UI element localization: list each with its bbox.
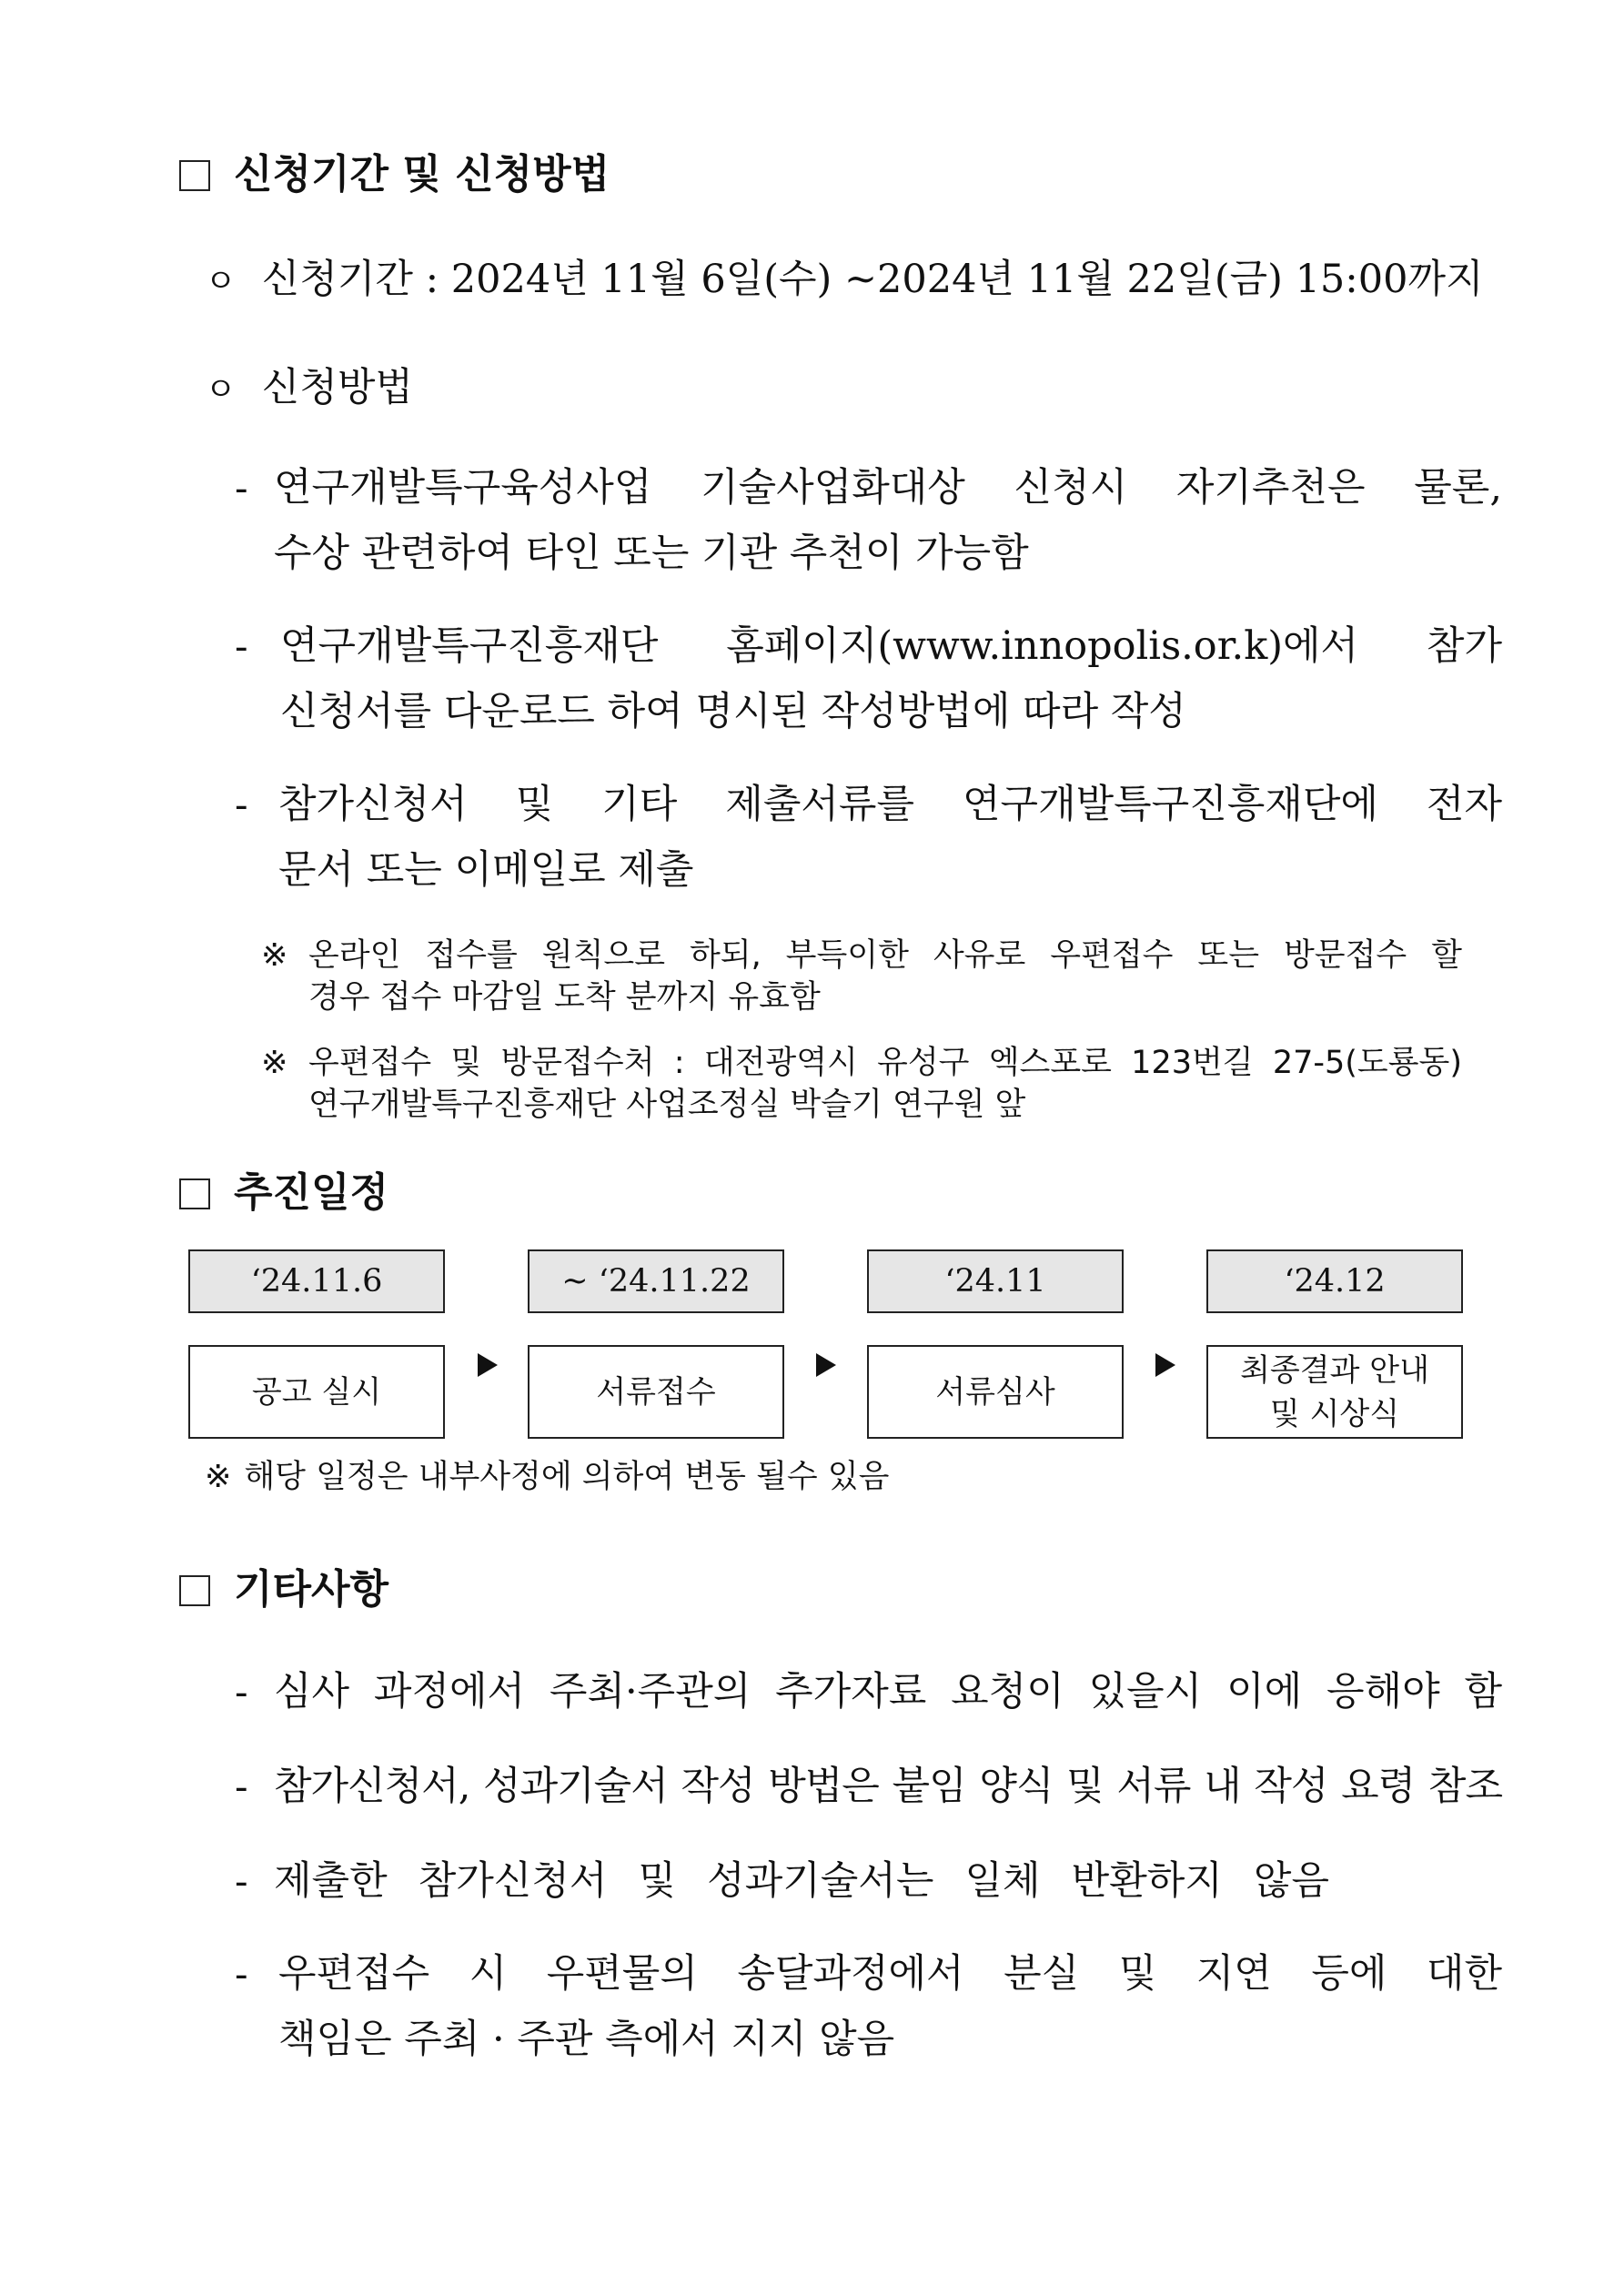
note-line: 경우 접수 마감일 도착 분까지 유효함 bbox=[308, 979, 821, 1016]
dash-mark: - bbox=[235, 1670, 248, 1715]
dash-mark: - bbox=[235, 1952, 248, 1998]
step-label: 서류접수 bbox=[596, 1373, 716, 1411]
arrow-right-icon bbox=[478, 1353, 498, 1377]
step-label: 최종결과 안내 bbox=[1240, 1351, 1429, 1389]
section-heading-schedule bbox=[179, 1168, 388, 1219]
schedule-step-2 bbox=[528, 1345, 784, 1439]
schedule-step-1 bbox=[188, 1345, 445, 1439]
item-line: 우편접수 시 우편물의 송달과정에서 분실 및 지연 등에 대한 bbox=[278, 1951, 1502, 1997]
dash-mark: - bbox=[235, 466, 248, 511]
item-line: 제출한 참가신청서 및 성과기술서는 일체 반환하지 않음 bbox=[274, 1858, 1329, 1904]
note-online bbox=[261, 935, 1462, 1018]
note-line: 온라인 접수를 원칙으로 하되, 부득이한 사유로 우편접수 또는 방문접수 할 bbox=[308, 937, 1462, 974]
bullet-circle: ㅇ bbox=[205, 263, 237, 300]
checkbox-square-icon bbox=[179, 1178, 210, 1209]
item-line: 심사 과정에서 주최·주관의 추가자료 요청이 있을시 이에 응해야 함 bbox=[274, 1669, 1502, 1714]
step-label: 및 시상식 bbox=[1269, 1395, 1400, 1432]
section-heading-application bbox=[179, 149, 610, 200]
schedule-step-4 bbox=[1206, 1345, 1463, 1439]
item-line: 문서 또는 이메일로 제출 bbox=[278, 847, 694, 893]
period-text: 신청기간 : 2024년 11월 6일(수) ~2024년 11월 22일(금) 15:00까지 bbox=[261, 257, 1484, 302]
item-line: 참가신청서, 성과기술서 작성 방법은 붙임 양식 및 서류 내 작성 요령 참조 bbox=[274, 1764, 1502, 1809]
item-line: 신청서를 다운로드 하여 명시된 작성방법에 따라 작성 bbox=[280, 689, 1186, 734]
schedule-date-3: ‘24.11 bbox=[867, 1249, 1124, 1313]
note-line: 우편접수 및 방문접수처 : 대전광역시 유성구 엑스포로 123번길 27-5(도룡동) bbox=[308, 1045, 1462, 1081]
dash-mark: - bbox=[235, 1765, 248, 1810]
item-line: 참가신청서 및 기타 제출서류를 연구개발특구진흥재단에 전자 bbox=[278, 782, 1502, 827]
item-line: 수상 관련하여 타인 또는 기관 추천이 가능함 bbox=[274, 531, 1029, 576]
schedule-step-3 bbox=[867, 1345, 1124, 1439]
arrow-right-icon bbox=[1155, 1353, 1175, 1377]
schedule-note bbox=[205, 1456, 889, 1498]
method-line bbox=[205, 361, 413, 417]
item-line: 연구개발특구육성사업 기술사업화대상 신청시 자기추천은 물론, bbox=[274, 465, 1502, 511]
schedule-date-4: ‘24.12 bbox=[1206, 1249, 1463, 1313]
reference-mark: ※ bbox=[205, 1459, 232, 1495]
bullet-circle: ㅇ bbox=[205, 371, 237, 409]
section-heading-text: 신청기간 및 신청방법 bbox=[234, 151, 610, 197]
schedule-date-1: ‘24.11.6 bbox=[188, 1249, 445, 1313]
item-line: 책임은 주최 · 주관 측에서 지지 않음 bbox=[278, 2017, 895, 2062]
schedule-note-text: 해당 일정은 내부사정에 의하여 변동 될수 있음 bbox=[244, 1459, 890, 1495]
reference-mark: ※ bbox=[261, 1045, 288, 1081]
schedule-date-2: ~ ‘24.11.22 bbox=[528, 1249, 784, 1313]
dash-mark: - bbox=[235, 624, 248, 670]
checkbox-square-icon bbox=[179, 160, 210, 191]
dash-mark: - bbox=[235, 1859, 248, 1905]
dash-mark: - bbox=[235, 783, 248, 828]
note-line: 연구개발특구진흥재단 사업조정실 박슬기 연구원 앞 bbox=[308, 1087, 1026, 1123]
note-address bbox=[261, 1042, 1462, 1126]
step-label: 공고 실시 bbox=[251, 1373, 382, 1411]
section-heading-etc bbox=[179, 1564, 388, 1615]
step-label: 서류심사 bbox=[935, 1373, 1055, 1411]
checkbox-square-icon bbox=[179, 1575, 210, 1606]
method-text: 신청방법 bbox=[261, 365, 413, 410]
section-heading-text: 추진일정 bbox=[234, 1169, 389, 1216]
arrow-right-icon bbox=[816, 1353, 836, 1377]
reference-mark: ※ bbox=[261, 937, 288, 974]
section-heading-text: 기타사항 bbox=[234, 1566, 389, 1613]
period-line bbox=[205, 253, 1484, 308]
item-line: 연구개발특구진흥재단 홈페이지(www.innopolis.or.k)에서 참가 bbox=[280, 623, 1502, 669]
